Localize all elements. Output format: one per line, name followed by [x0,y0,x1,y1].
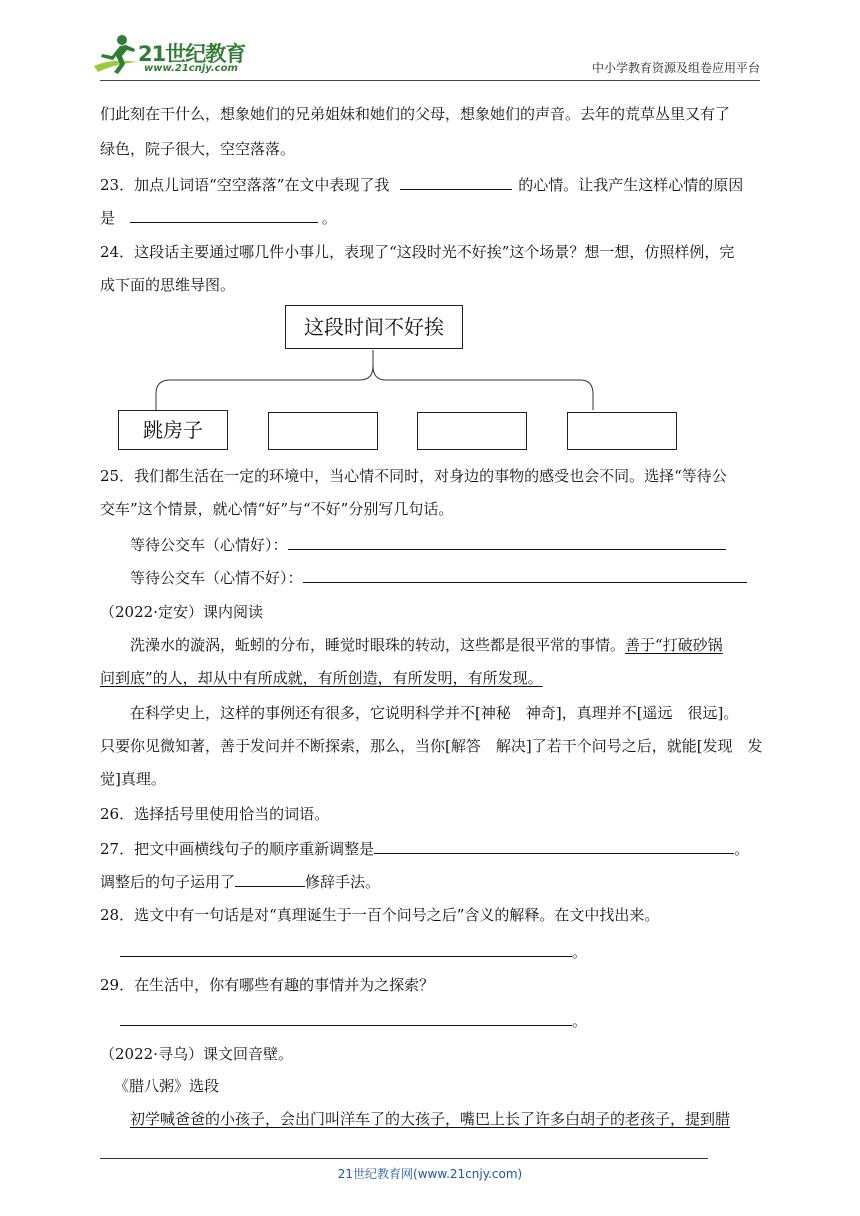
source-label: （2022·寻乌）课文回音壁。 [100,1045,293,1063]
logo-url: www.21cnjy.com [144,63,238,74]
answer-blank[interactable] [288,533,726,550]
bad-mood-label: 等待公交车（心情不好）： [130,569,303,587]
logo-text: 21世纪教育 [138,42,246,66]
question-28-end: 。 [572,943,588,961]
passage-line [130,1108,730,1130]
question-25-cont: 交车”这个情景，就心情“好”与“不好”分别写几句话。 [100,500,454,518]
answer-blank[interactable] [120,940,572,957]
answer-blank[interactable] [235,870,305,887]
text-line: 绿色，院子很大，空空落落。 [100,140,296,158]
question-29-end: 。 [572,1012,588,1030]
question-29: 29．在生活中，你有哪些有趣的事情并为之探索？ [100,976,435,994]
passage-line: 只要你见微知著，善于发问并不断探索，那么，当你[解答 解决]了若干个问号之后，就能[发现 发 [100,737,763,755]
question-27-text: 27．把文中画横线句子的顺序重新调整是 [100,840,375,858]
good-mood-prompt [130,533,726,556]
underlined-passage: 初学喊爸爸的小孩子，会出门叫洋车了的大孩子，嘴巴上长了许多白胡子的老孩子，提到腊 [130,1110,731,1128]
question-24: 24．这段话主要通过哪几件小事儿，表现了“这段时光不好挨”这个场景？想一想，仿照样例，完 [100,243,735,261]
question-27-text-2: 调整后的句子运用了 [100,873,236,891]
question-23-end: 。 [321,209,337,227]
question-24-cont: 成下面的思维导图。 [100,276,236,294]
question-27-cont [100,870,380,893]
mind-map-blank-node[interactable] [417,412,527,450]
mind-map [100,300,760,460]
question-23 [100,173,743,196]
passage-text: 洗澡水的漩涡，蚯蚓的分布，睡觉时眼珠的转动，这些都是很平常的事情。 [130,636,626,654]
passage-line [130,634,723,656]
header-divider [100,80,760,81]
answer-blank[interactable] [120,1009,572,1026]
good-mood-label: 等待公交车（心情好）： [130,536,288,554]
runner-icon [92,32,140,78]
question-25: 25．我们都生活在一定的环境中，当心情不同时，对身边的事物的感受也会不同。选择“等待公 [100,467,727,485]
passage-line: 在科学史上，这样的事例还有很多，它说明科学并不[神秘 神奇]，真理并不[遥远 很远]。 [130,704,739,722]
footer-site: 21世纪教育网(www.21cnjy.com) [337,1167,523,1181]
passage-title: 《腊八粥》选段 [114,1077,220,1095]
answer-blank[interactable] [400,173,512,190]
source-label: （2022·定安）课内阅读 [100,603,263,621]
answer-blank[interactable] [303,566,747,583]
question-27-end: 。 [734,840,750,858]
mind-map-blank-node[interactable] [268,412,378,450]
question-23-cont [100,206,337,229]
header-platform-title: 中小学教育资源及组卷应用平台 [591,61,760,75]
question-27 [100,837,749,860]
question-23-text-2: 的心情。让我产生这样心情的原因 [518,176,744,194]
footer-divider [100,1158,708,1159]
passage-line: 觉]真理。 [100,770,166,788]
question-27-text-3: 修辞手法。 [305,873,381,891]
question-28-answer [120,940,587,963]
question-28: 28．选文中有一句话是对“真理诞生于一百个问号之后”含义的解释。在文中找出来。 [100,906,660,924]
mind-map-root: 这段时间不好挨 [285,305,463,349]
bad-mood-prompt [130,566,747,589]
question-23-text: 23．加点儿词语“空空落落”在文中表现了我 [100,176,390,194]
text-line: 们此刻在干什么，想象她们的兄弟姐妹和她们的父母，想象她们的声音。去年的荒草丛里又有了 [100,105,731,123]
question-29-answer [120,1009,587,1032]
passage-line [100,667,543,689]
question-26: 26．选择括号里使用恰当的词语。 [100,805,330,823]
mind-map-example-node: 跳房子 [118,410,228,450]
site-logo [92,32,264,78]
underlined-sentence: 善于“打破砂锅 [625,636,723,654]
underlined-sentence-cont: 问到底”的人，却从中有所成就，有所创造，有所发明，有所发现。 [100,669,543,687]
mind-map-blank-node[interactable] [567,412,677,450]
question-23-text-3: 是 [100,209,116,227]
answer-blank[interactable] [130,206,318,223]
answer-blank[interactable] [374,837,734,854]
